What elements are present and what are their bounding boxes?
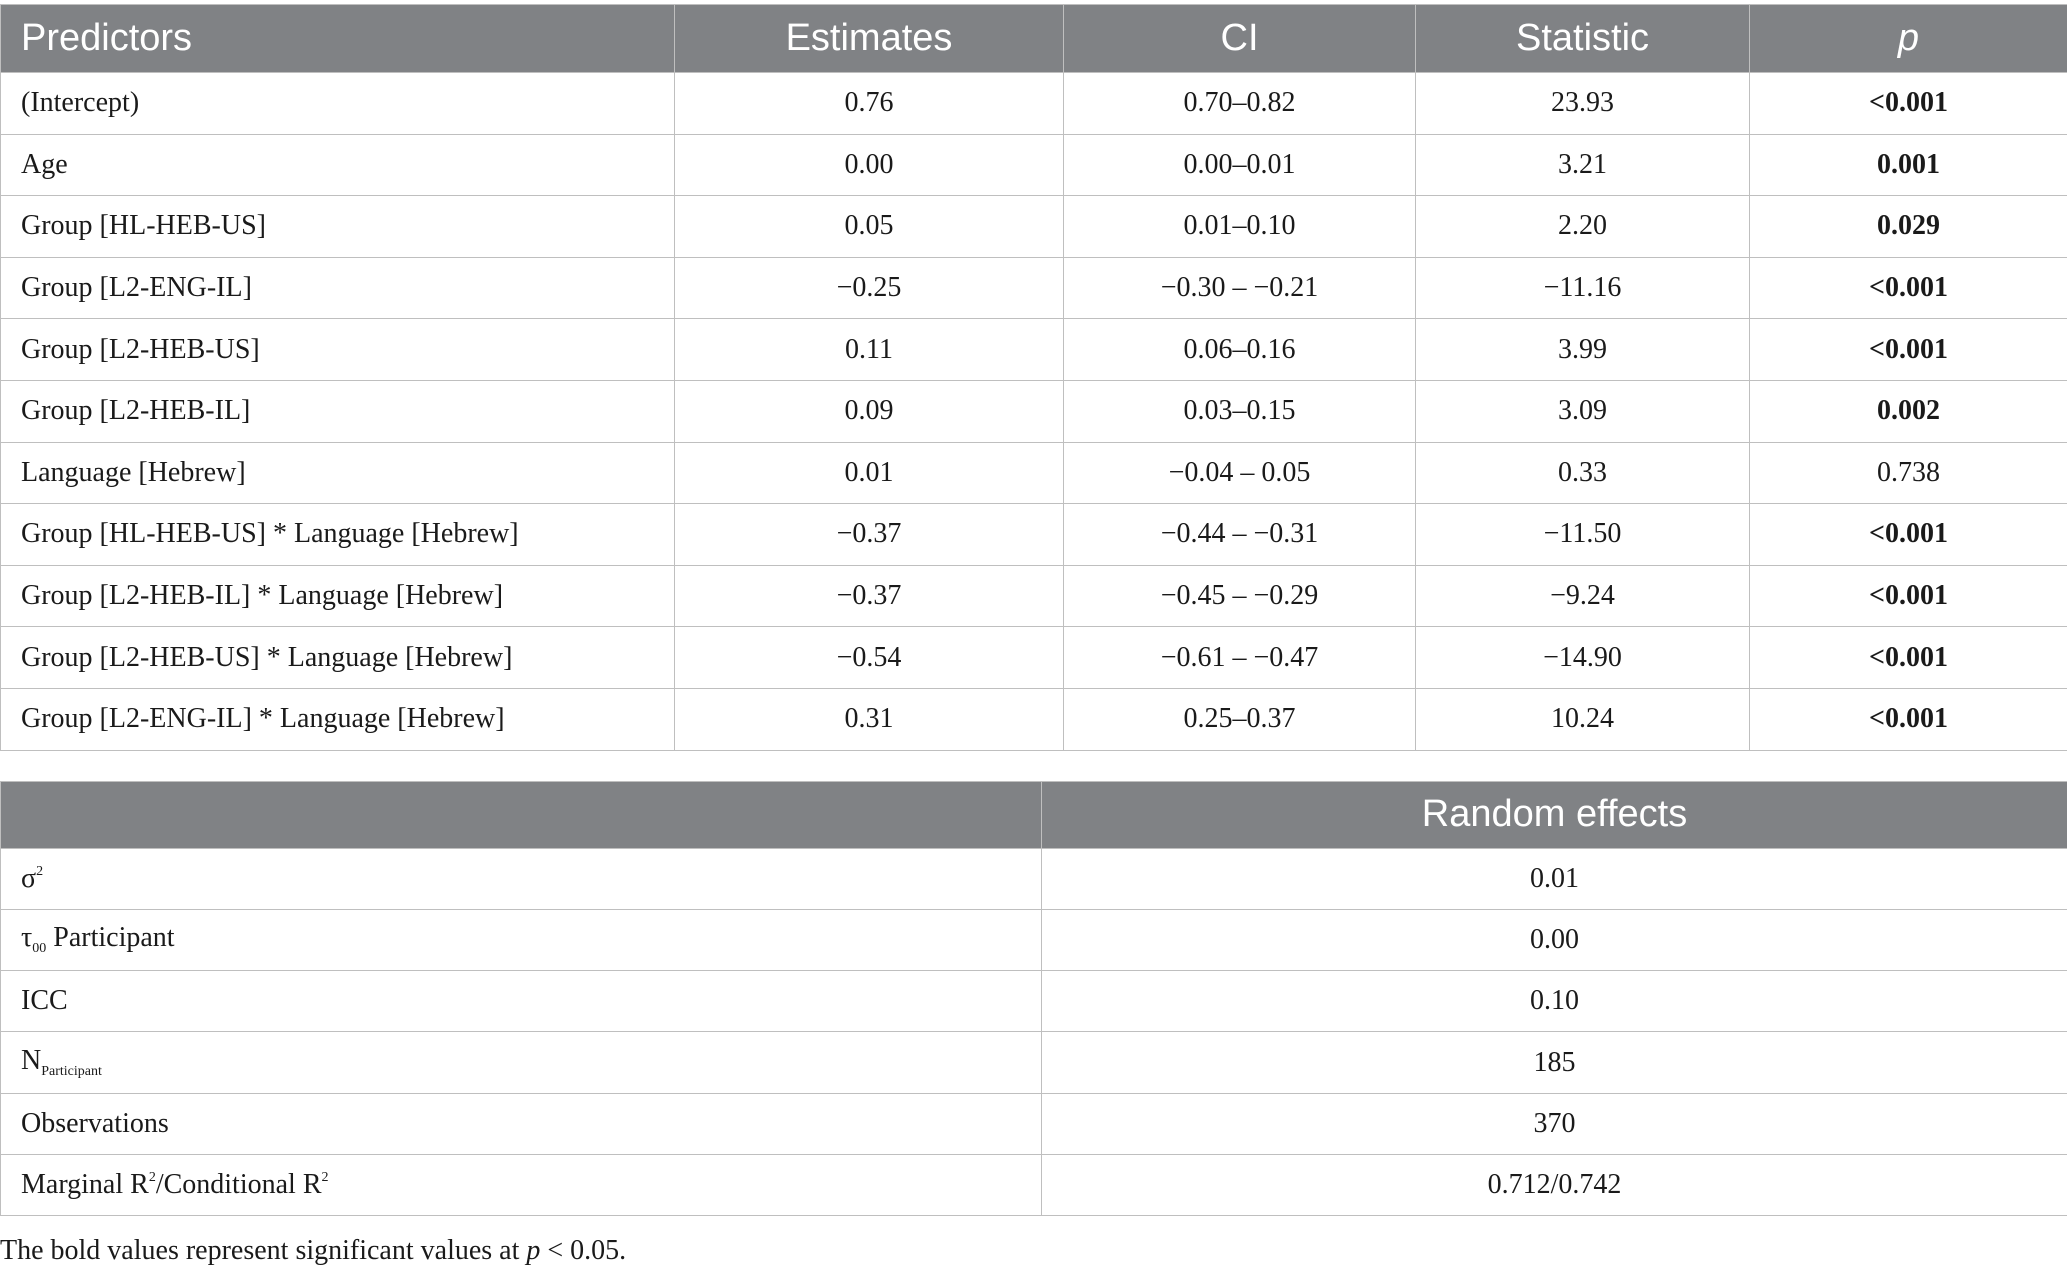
statistic-cell: 23.93 [1416,73,1750,135]
p-value-cell: 0.002 [1750,380,2067,442]
table-row [1,504,2067,566]
statistic-cell: −11.50 [1416,504,1750,566]
row-label [1,1155,1042,1216]
ci-cell: −0.04 – 0.05 [1064,442,1416,504]
p-value-cell: <0.001 [1750,257,2067,319]
p-value-cell: <0.001 [1750,627,2067,689]
sigma-symbol: σ [21,862,37,894]
p-value-cell: 0.029 [1750,196,2067,258]
ci-cell: −0.44 – −0.31 [1064,504,1416,566]
estimate-cell: −0.54 [675,627,1064,689]
header-blank [1,781,1042,848]
estimate-cell: −0.37 [675,504,1064,566]
predictor-cell: Group [L2-ENG-IL] * Language [Hebrew] [1,688,675,750]
header-ci: CI [1064,5,1416,73]
table-row [1,73,2067,135]
header-p-label: p [1897,17,1920,59]
statistic-cell: 3.99 [1416,319,1750,381]
ci-cell: 0.25–0.37 [1064,688,1416,750]
r2-sup-2: 2 [321,1170,329,1186]
table-row [1,257,2067,319]
table-row [1,909,2067,970]
header-estimates: Estimates [675,5,1064,73]
predictor-cell: Group [HL-HEB-US] * Language [Hebrew] [1,504,675,566]
row-label [1,1032,1042,1093]
footnote-threshold: < 0.05. [540,1235,627,1266]
p-value-cell: <0.001 [1750,73,2067,135]
statistic-cell: −14.90 [1416,627,1750,689]
row-value: 0.10 [1042,971,2067,1032]
predictor-cell: Group [L2-HEB-IL] * Language [Hebrew] [1,565,675,627]
table-row [1,565,2067,627]
row-label: Observations [1,1093,1042,1154]
statistic-cell: 10.24 [1416,688,1750,750]
r2-conditional-label: /Conditional R [155,1169,322,1201]
estimate-cell: 0.01 [675,442,1064,504]
table-row [1,319,2067,381]
statistic-cell: 3.09 [1416,380,1750,442]
fixed-effects-table [0,4,2067,751]
random-effects-table [0,781,2067,1217]
table-footnote [0,1235,626,1267]
ci-cell: −0.61 – −0.47 [1064,627,1416,689]
predictor-cell: Language [Hebrew] [1,442,675,504]
tau-symbol: τ [21,922,33,954]
row-value: 0.01 [1042,848,2067,909]
statistic-cell: 2.20 [1416,196,1750,258]
n-subscript: Participant [41,1064,102,1080]
estimate-cell: −0.25 [675,257,1064,319]
statistic-cell: 3.21 [1416,134,1750,196]
table-row [1,688,2067,750]
tau-subscript: 00 [32,941,47,957]
p-value-cell: <0.001 [1750,504,2067,566]
statistic-cell: 0.33 [1416,442,1750,504]
row-label [1,848,1042,909]
header-predictors: Predictors [1,5,675,73]
p-value-cell: <0.001 [1750,319,2067,381]
table-row [1,1155,2067,1216]
predictor-cell: Group [HL-HEB-US] [1,196,675,258]
table-row [1,971,2067,1032]
n-symbol: N [21,1045,42,1077]
estimate-cell: 0.11 [675,319,1064,381]
ci-cell: −0.30 – −0.21 [1064,257,1416,319]
table-row [1,134,2067,196]
row-value: 185 [1042,1032,2067,1093]
predictor-cell: Group [L2-HEB-IL] [1,380,675,442]
table-row [1,1093,2067,1154]
p-value-cell: <0.001 [1750,565,2067,627]
estimate-cell: 0.31 [675,688,1064,750]
ci-cell: 0.03–0.15 [1064,380,1416,442]
row-label: ICC [1,971,1042,1032]
row-value: 0.712/0.742 [1042,1155,2067,1216]
estimate-cell: 0.76 [675,73,1064,135]
table-row [1,196,2067,258]
estimate-cell: −0.37 [675,565,1064,627]
p-value-cell: <0.001 [1750,688,2067,750]
predictor-cell: Age [1,134,675,196]
footnote-p: p [526,1235,541,1266]
ci-cell: 0.70–0.82 [1064,73,1416,135]
ci-cell: 0.01–0.10 [1064,196,1416,258]
table-row [1,380,2067,442]
ci-cell: −0.45 – −0.29 [1064,565,1416,627]
estimate-cell: 0.00 [675,134,1064,196]
predictor-cell: (Intercept) [1,73,675,135]
p-value-cell: 0.001 [1750,134,2067,196]
ci-cell: 0.06–0.16 [1064,319,1416,381]
statistic-cell: −9.24 [1416,565,1750,627]
predictor-cell: Group [L2-ENG-IL] [1,257,675,319]
fixed-header-row [1,5,2067,73]
row-value: 370 [1042,1093,2067,1154]
header-random-effects: Random effects [1042,781,2067,848]
footnote-text: The bold values represent significant values at [0,1235,527,1266]
predictor-cell: Group [L2-HEB-US] [1,319,675,381]
random-header-row [1,781,2067,848]
header-p [1750,5,2067,73]
ci-cell: 0.00–0.01 [1064,134,1416,196]
p-value-cell: 0.738 [1750,442,2067,504]
table-row [1,848,2067,909]
r2-sup-1: 2 [148,1170,156,1186]
table-row [1,442,2067,504]
r2-marginal-label: Marginal R [21,1169,149,1201]
tau-label: Participant [46,922,175,954]
estimate-cell: 0.09 [675,380,1064,442]
statistic-cell: −11.16 [1416,257,1750,319]
predictor-cell: Group [L2-HEB-US] * Language [Hebrew] [1,627,675,689]
table-row [1,627,2067,689]
table-row [1,1032,2067,1093]
header-statistic: Statistic [1416,5,1750,73]
row-label [1,909,1042,970]
sigma-superscript: 2 [36,863,44,879]
row-value: 0.00 [1042,909,2067,970]
estimate-cell: 0.05 [675,196,1064,258]
